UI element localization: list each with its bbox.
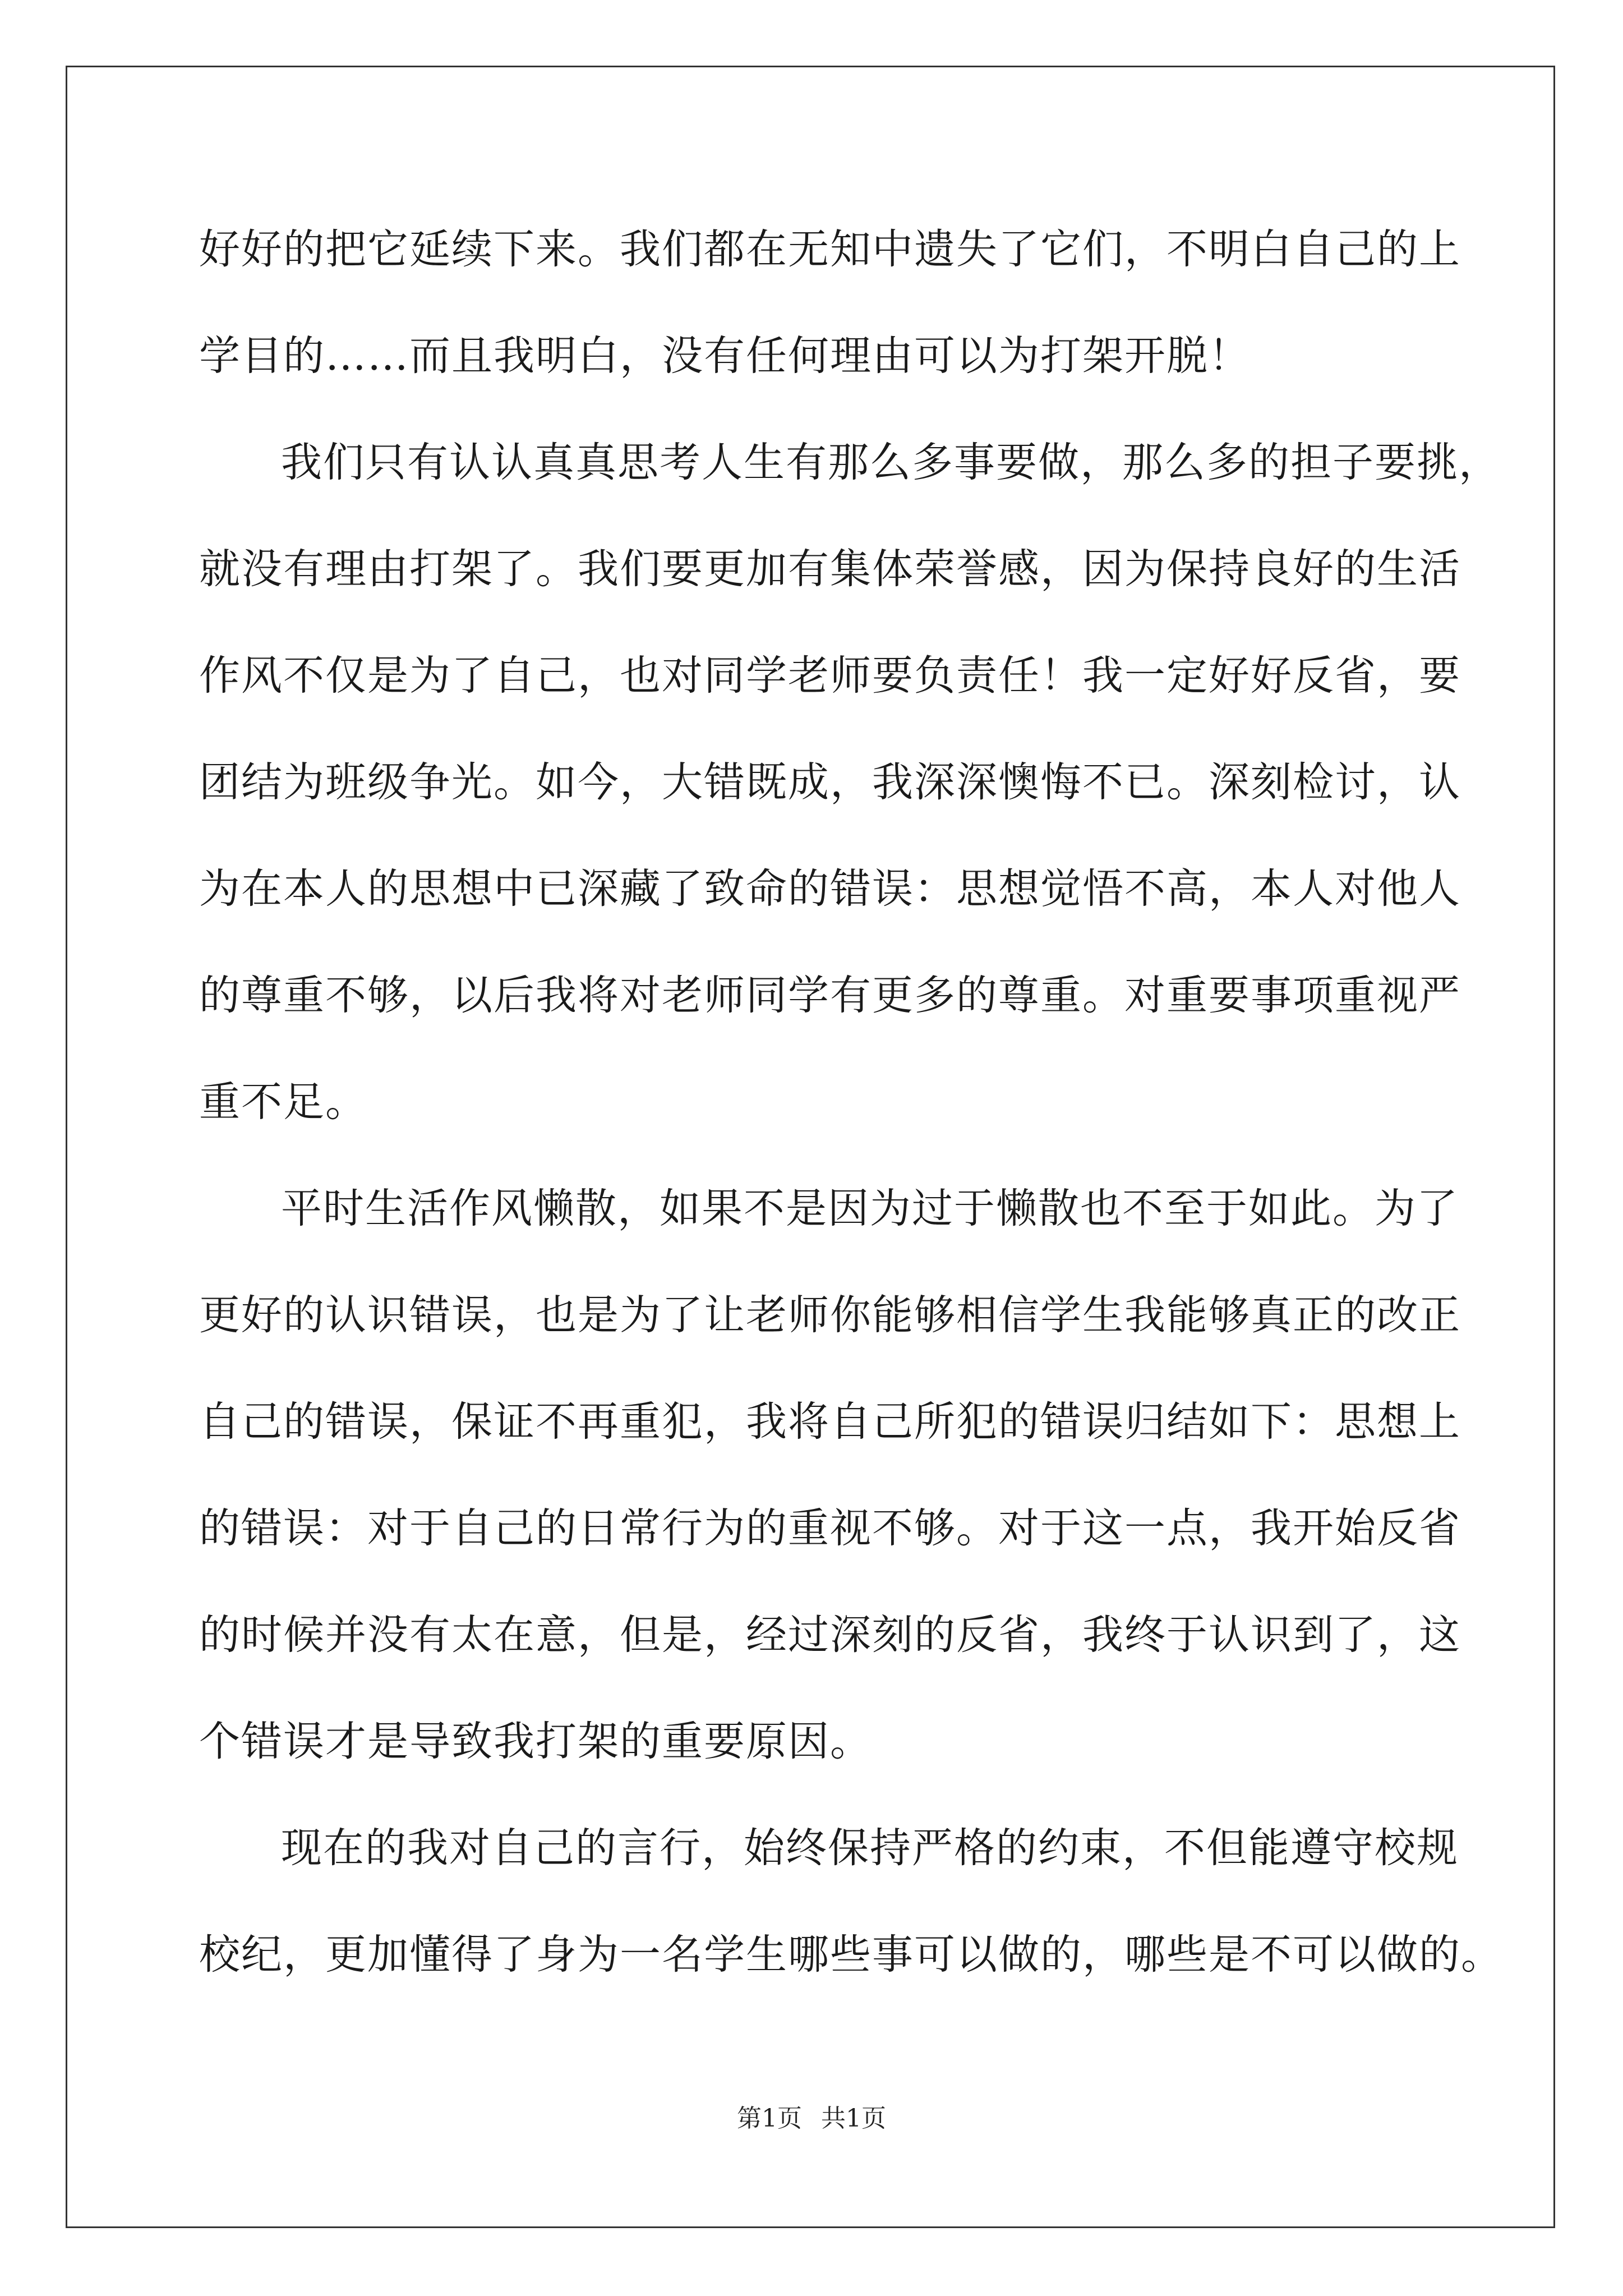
text-line: 的错误：对于自己的日常行为的重视不够。对于这一点，我开始反省 (199, 1504, 1461, 1552)
text-line: 为在本人的思想中已深藏了致命的错误：思想觉悟不高，本人对他人 (199, 865, 1461, 913)
page-footer (0, 2098, 1623, 2134)
text-line: 校纪，更加懂得了身为一名学生哪些事可以做的，哪些是不可以做的。 (199, 1931, 1503, 1978)
text-line: 更好的认识错误，也是为了让老师你能够相信学生我能够真正的改正 (199, 1291, 1461, 1339)
text-line: 重不足。 (199, 1078, 367, 1126)
text-line: 团结为班级争光。如今，大错既成，我深深懊悔不已。深刻检讨，认 (199, 758, 1461, 806)
text-line: 个错误才是导致我打架的重要原因。 (199, 1718, 872, 1765)
text-line: 的时候并没有太在意，但是，经过深刻的反省，我终于认识到了，这 (199, 1611, 1461, 1659)
text-line: 作风不仅是为了自己，也对同学老师要负责任！我一定好好反省，要 (199, 652, 1461, 700)
text-line: 我们只有认认真真思考人生有那么多事要做，那么多的担子要挑， (281, 439, 1501, 486)
text-line: 好好的把它延续下来。我们都在无知中遗失了它们，不明白自己的上 (199, 226, 1461, 273)
text-line: 自己的错误，保证不再重犯，我将自己所犯的错误归结如下：思想上 (199, 1398, 1461, 1446)
page-total: 共1页 (821, 2104, 886, 2133)
text-line: 现在的我对自己的言行，始终保持严格的约束，不但能遵守校规 (281, 1824, 1459, 1872)
text-line: 就没有理由打架了。我们要更加有集体荣誉感，因为保持良好的生活 (199, 545, 1461, 593)
text-line: 的尊重不够，以后我将对老师同学有更多的尊重。对重要事项重视严 (199, 972, 1461, 1019)
text-line: 平时生活作风懒散，如果不是因为过于懒散也不至于如此。为了 (281, 1185, 1459, 1232)
document-body (199, 208, 1503, 2019)
page-number: 第1页 (737, 2104, 802, 2133)
text-line: 学目的……而且我明白，没有任何理由可以为打架开脱！ (199, 332, 1251, 380)
